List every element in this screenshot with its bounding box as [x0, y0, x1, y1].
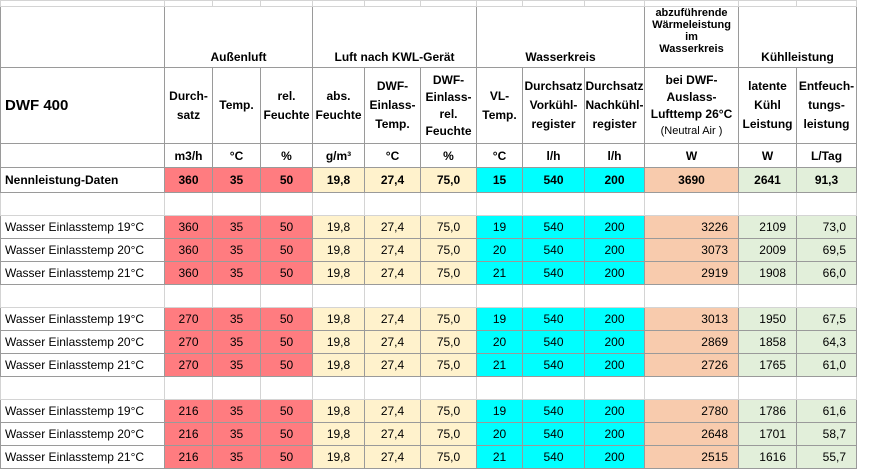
cell-vl-temp[interactable]: 21 — [477, 262, 523, 285]
cell-latente-kuehl[interactable]: 1858 — [739, 331, 797, 354]
cell-durchsatz-nachkuehl[interactable]: 200 — [585, 168, 645, 193]
cell-durchsatz[interactable]: 270 — [165, 331, 213, 354]
cell-vl-temp[interactable]: 21 — [477, 354, 523, 377]
unit-cell[interactable]: W — [645, 144, 739, 168]
cell-dwf-einlass-rel-feuchte[interactable]: 75,0 — [421, 262, 477, 285]
header-line: rel. — [439, 106, 458, 121]
cell-dwf-einlass-temp[interactable]: 27,4 — [365, 168, 421, 193]
cell-dwf-einlass-rel-feuchte[interactable]: 75,0 — [421, 354, 477, 377]
cell-durchsatz-nachkuehl[interactable]: 200 — [585, 400, 645, 423]
table-row — [1, 354, 857, 377]
empty-cell[interactable] — [1, 377, 165, 400]
header-line: Feuchte — [425, 123, 472, 138]
cell-temp[interactable]: 35 — [213, 239, 261, 262]
cell-waermeleistung[interactable]: 2780 — [645, 400, 739, 423]
unit-cell[interactable]: m3/h — [165, 144, 213, 168]
table-row — [1, 400, 857, 423]
cell-durchsatz-nachkuehl[interactable]: 200 — [585, 262, 645, 285]
empty-cell[interactable] — [421, 193, 477, 216]
header-line: DWF- — [376, 79, 409, 93]
row-label[interactable]: Wasser Einlasstemp 21°C — [1, 262, 165, 285]
header-line: latente — [748, 79, 787, 93]
cell-abs-feuchte[interactable]: 19,8 — [313, 331, 365, 354]
col-header-bei-dwf-auslass[interactable] — [645, 68, 739, 144]
header-line: rel. — [277, 88, 296, 103]
cell-temp[interactable]: 35 — [213, 400, 261, 423]
empty-cell[interactable] — [477, 193, 523, 216]
col-header-rel-feuchte[interactable] — [261, 68, 313, 144]
empty-cell[interactable] — [477, 377, 523, 400]
cell-durchsatz-nachkuehl[interactable]: 200 — [585, 423, 645, 446]
empty-cell[interactable] — [797, 193, 857, 216]
cell-dwf-einlass-rel-feuchte[interactable]: 75,0 — [421, 168, 477, 193]
row-label[interactable]: Wasser Einlasstemp 19°C — [1, 400, 165, 423]
cell-waermeleistung[interactable]: 2869 — [645, 331, 739, 354]
cell-abs-feuchte[interactable]: 19,8 — [313, 168, 365, 193]
cell-durchsatz[interactable]: 216 — [165, 446, 213, 469]
cell-waermeleistung[interactable]: 3226 — [645, 216, 739, 239]
cell-latente-kuehl[interactable]: 1950 — [739, 308, 797, 331]
cell-durchsatz[interactable]: 216 — [165, 423, 213, 446]
spacer-row — [1, 377, 857, 400]
group-header-waermeleistung[interactable] — [645, 7, 739, 68]
cell-dwf-einlass-temp[interactable]: 27,4 — [365, 331, 421, 354]
empty-cell[interactable] — [739, 285, 797, 308]
empty-cell[interactable] — [165, 193, 213, 216]
row-label[interactable]: Nennleistung-Daten — [1, 168, 165, 193]
empty-cell[interactable] — [585, 193, 645, 216]
header-line-neutral-air: (Neutral Air ) — [660, 124, 723, 137]
cell-temp[interactable]: 35 — [213, 423, 261, 446]
cell-durchsatz-vorkuehl[interactable]: 540 — [523, 262, 585, 285]
cell-dwf-einlass-temp[interactable]: 27,4 — [365, 354, 421, 377]
unit-cell[interactable]: L/Tag — [797, 144, 857, 168]
cell-rel-feuchte[interactable]: 50 — [261, 168, 313, 193]
cell-dwf-einlass-temp[interactable]: 27,4 — [365, 262, 421, 285]
cell-durchsatz[interactable]: 360 — [165, 262, 213, 285]
unit-cell[interactable]: °C — [213, 144, 261, 168]
cell-waermeleistung[interactable]: 2726 — [645, 354, 739, 377]
cell-vl-temp[interactable]: 19 — [477, 216, 523, 239]
nominal-row — [1, 168, 857, 193]
cell-temp[interactable]: 35 — [213, 331, 261, 354]
unit-cell[interactable]: % — [261, 144, 313, 168]
cell-entfeuchtung[interactable]: 64,3 — [797, 331, 857, 354]
cell-entfeuchtung[interactable]: 73,0 — [797, 216, 857, 239]
unit-cell[interactable]: °C — [365, 144, 421, 168]
cell-entfeuchtung[interactable]: 67,5 — [797, 308, 857, 331]
header-line: Feuchte — [263, 107, 310, 122]
table-row — [1, 239, 857, 262]
cell-abs-feuchte[interactable]: 19,8 — [313, 239, 365, 262]
cell-waermeleistung[interactable]: 2515 — [645, 446, 739, 469]
cell-dwf-einlass-temp[interactable]: 27,4 — [365, 239, 421, 262]
cell-entfeuchtung[interactable]: 91,3 — [797, 168, 857, 193]
group-header-kuehlleistung[interactable]: Kühlleistung — [739, 7, 857, 68]
cell-dwf-einlass-temp[interactable]: 27,4 — [365, 400, 421, 423]
cell-vl-temp[interactable]: 20 — [477, 239, 523, 262]
cell-abs-feuchte[interactable]: 19,8 — [313, 400, 365, 423]
col-header-latente-kuehl[interactable] — [739, 68, 797, 144]
cell-vl-temp[interactable]: 20 — [477, 331, 523, 354]
empty-cell[interactable] — [313, 377, 365, 400]
header-line: tungs- — [808, 98, 845, 112]
col-header-vl-temp[interactable] — [477, 68, 523, 144]
cell-durchsatz-vorkuehl[interactable]: 540 — [523, 308, 585, 331]
empty-cell[interactable] — [165, 377, 213, 400]
cell-temp[interactable]: 35 — [213, 216, 261, 239]
row-label[interactable]: Wasser Einlasstemp 19°C — [1, 308, 165, 331]
empty-cell[interactable] — [313, 193, 365, 216]
table-row — [1, 423, 857, 446]
group-header-luft-kwl[interactable]: Luft nach KWL-Gerät — [313, 7, 477, 68]
cell-vl-temp[interactable]: 19 — [477, 400, 523, 423]
cell-dwf-einlass-rel-feuchte[interactable]: 75,0 — [421, 331, 477, 354]
header-line: satz — [176, 107, 201, 122]
col-header-durchsatz-vorkuehl[interactable] — [523, 68, 585, 144]
empty-cell[interactable] — [421, 285, 477, 308]
cell-rel-feuchte[interactable]: 50 — [261, 354, 313, 377]
cell-temp[interactable]: 35 — [213, 168, 261, 193]
cell-durchsatz[interactable]: 360 — [165, 239, 213, 262]
table-row — [1, 262, 857, 285]
cell-waermeleistung[interactable]: 2919 — [645, 262, 739, 285]
header-line: Einlass- — [369, 98, 416, 112]
empty-cell[interactable] — [645, 193, 739, 216]
corner-cell[interactable] — [1, 7, 165, 68]
empty-cell[interactable] — [313, 285, 365, 308]
header-line: register — [592, 117, 637, 131]
header-line: Feuchte — [315, 107, 362, 122]
cell-dwf-einlass-rel-feuchte[interactable]: 75,0 — [421, 239, 477, 262]
cell-abs-feuchte[interactable]: 19,8 — [313, 262, 365, 285]
cell-rel-feuchte[interactable]: 50 — [261, 308, 313, 331]
cell-abs-feuchte[interactable]: 19,8 — [313, 423, 365, 446]
cell-waermeleistung[interactable]: 3073 — [645, 239, 739, 262]
row-label[interactable]: Wasser Einlasstemp 20°C — [1, 239, 165, 262]
cell-dwf-einlass-rel-feuchte[interactable]: 75,0 — [421, 423, 477, 446]
cell-latente-kuehl[interactable]: 2009 — [739, 239, 797, 262]
empty-cell[interactable] — [1, 285, 165, 308]
cell-durchsatz-nachkuehl[interactable]: 200 — [585, 354, 645, 377]
header-line: Entfeuch- — [798, 79, 855, 93]
cell-durchsatz-vorkuehl[interactable]: 540 — [523, 446, 585, 469]
col-header-dwf-einlass-rel-feuchte[interactable] — [421, 68, 477, 144]
header-line: abzuführende — [655, 7, 728, 19]
table-row — [1, 216, 857, 239]
spacer-row — [1, 285, 857, 308]
cell-rel-feuchte[interactable]: 50 — [261, 446, 313, 469]
empty-cell[interactable] — [477, 285, 523, 308]
row-label[interactable]: Wasser Einlasstemp 20°C — [1, 423, 165, 446]
cell-durchsatz-nachkuehl[interactable]: 200 — [585, 308, 645, 331]
header-line: register — [531, 117, 576, 131]
cell-durchsatz[interactable]: 270 — [165, 354, 213, 377]
empty-cell[interactable] — [739, 193, 797, 216]
unit-cell[interactable]: l/h — [523, 144, 585, 168]
cell-rel-feuchte[interactable]: 50 — [261, 400, 313, 423]
cell-rel-feuchte[interactable]: 50 — [261, 423, 313, 446]
header-line: Vorkühl- — [529, 98, 578, 112]
header-line: Leistung — [742, 117, 793, 131]
empty-cell[interactable] — [797, 377, 857, 400]
col-header-durchsatz[interactable] — [165, 68, 213, 144]
header-line: DWF- — [432, 72, 465, 87]
col-header-abs-feuchte[interactable] — [313, 68, 365, 144]
header-line: bei DWF- — [665, 72, 718, 87]
col-header-dwf-einlass-temp[interactable] — [365, 68, 421, 144]
cell-latente-kuehl[interactable]: 1908 — [739, 262, 797, 285]
unit-cell[interactable]: g/m³ — [313, 144, 365, 168]
header-line: VL- — [489, 88, 510, 103]
cell-dwf-einlass-temp[interactable]: 27,4 — [365, 446, 421, 469]
group-header-aussenluft[interactable]: Außenluft — [165, 7, 313, 68]
cell-latente-kuehl[interactable]: 2641 — [739, 168, 797, 193]
spacer-row — [1, 193, 857, 216]
empty-cell[interactable] — [365, 193, 421, 216]
cell-durchsatz[interactable]: 360 — [165, 216, 213, 239]
cell-entfeuchtung[interactable]: 61,0 — [797, 354, 857, 377]
header-line: Kühl — [754, 98, 781, 112]
cell-durchsatz-vorkuehl[interactable]: 540 — [523, 216, 585, 239]
header-line: leistung — [803, 117, 850, 131]
cell-vl-temp[interactable]: 15 — [477, 168, 523, 193]
empty-cell[interactable] — [213, 285, 261, 308]
table-row — [1, 308, 857, 331]
empty-cell[interactable] — [261, 193, 313, 216]
cell-durchsatz-vorkuehl[interactable]: 540 — [523, 331, 585, 354]
header-line: Wasserkreis — [659, 43, 724, 55]
empty-cell[interactable] — [739, 377, 797, 400]
empty-cell[interactable] — [585, 285, 645, 308]
header-line: im — [685, 31, 698, 43]
cell-entfeuchtung[interactable]: 69,5 — [797, 239, 857, 262]
cell-dwf-einlass-rel-feuchte[interactable]: 75,0 — [421, 308, 477, 331]
cell-abs-feuchte[interactable]: 19,8 — [313, 446, 365, 469]
cell-dwf-einlass-rel-feuchte[interactable]: 75,0 — [421, 216, 477, 239]
cell-rel-feuchte[interactable]: 50 — [261, 239, 313, 262]
empty-cell[interactable] — [523, 285, 585, 308]
cell-temp[interactable]: 35 — [213, 262, 261, 285]
cell-durchsatz-vorkuehl[interactable]: 540 — [523, 239, 585, 262]
empty-cell[interactable] — [261, 285, 313, 308]
cell-abs-feuchte[interactable]: 19,8 — [313, 354, 365, 377]
cell-dwf-einlass-temp[interactable]: 27,4 — [365, 216, 421, 239]
cell-latente-kuehl[interactable]: 1786 — [739, 400, 797, 423]
cell-vl-temp[interactable]: 19 — [477, 308, 523, 331]
cell-dwf-einlass-rel-feuchte[interactable]: 75,0 — [421, 400, 477, 423]
table-row — [1, 331, 857, 354]
cell-temp[interactable]: 35 — [213, 308, 261, 331]
empty-cell[interactable] — [365, 285, 421, 308]
cell-dwf-einlass-temp[interactable]: 27,4 — [365, 308, 421, 331]
cell-dwf-einlass-rel-feuchte[interactable]: 75,0 — [421, 446, 477, 469]
unit-cell[interactable]: l/h — [585, 144, 645, 168]
header-line: Lufttemp 26°C — [650, 106, 733, 121]
header-line: Temp. — [482, 107, 517, 122]
model-title[interactable]: DWF 400 — [1, 68, 165, 144]
header-line: Durchsatz — [585, 79, 644, 93]
empty-cell[interactable] — [261, 377, 313, 400]
unit-cell[interactable]: W — [739, 144, 797, 168]
cell-dwf-einlass-temp[interactable]: 27,4 — [365, 423, 421, 446]
cell-latente-kuehl[interactable]: 1616 — [739, 446, 797, 469]
cell-durchsatz-vorkuehl[interactable]: 540 — [523, 400, 585, 423]
cell-durchsatz-nachkuehl[interactable]: 200 — [585, 331, 645, 354]
group-header-wasserkreis[interactable]: Wasserkreis — [477, 7, 645, 68]
cell-vl-temp[interactable]: 20 — [477, 423, 523, 446]
cell-waermeleistung[interactable]: 3013 — [645, 308, 739, 331]
cell-durchsatz-nachkuehl[interactable]: 200 — [585, 239, 645, 262]
header-line: Einlass- — [425, 89, 472, 104]
cell-abs-feuchte[interactable]: 19,8 — [313, 308, 365, 331]
header-line: Nachkühl- — [585, 98, 644, 112]
header-line: Durch- — [169, 88, 208, 103]
header-line: Wärmeleistung — [652, 19, 731, 31]
row-label[interactable]: Wasser Einlasstemp 20°C — [1, 331, 165, 354]
cell-temp[interactable]: 35 — [213, 354, 261, 377]
col-header-durchsatz-nachkuehl[interactable] — [585, 68, 645, 144]
cell-durchsatz-vorkuehl[interactable]: 540 — [523, 354, 585, 377]
col-header-temp[interactable]: Temp. — [213, 68, 261, 144]
cell-entfeuchtung[interactable]: 66,0 — [797, 262, 857, 285]
cell-durchsatz-vorkuehl[interactable]: 540 — [523, 168, 585, 193]
cell-latente-kuehl[interactable]: 1701 — [739, 423, 797, 446]
empty-cell[interactable] — [523, 377, 585, 400]
row-label[interactable]: Wasser Einlasstemp 21°C — [1, 354, 165, 377]
unit-cell[interactable]: °C — [477, 144, 523, 168]
empty-cell[interactable] — [645, 285, 739, 308]
cell-waermeleistung[interactable]: 2648 — [645, 423, 739, 446]
cell-waermeleistung[interactable]: 3690 — [645, 168, 739, 193]
cell-latente-kuehl[interactable]: 2109 — [739, 216, 797, 239]
header-line: Temp. — [375, 117, 410, 131]
cell-vl-temp[interactable]: 21 — [477, 446, 523, 469]
cell-entfeuchtung[interactable]: 55,7 — [797, 446, 857, 469]
cell-durchsatz-nachkuehl[interactable]: 200 — [585, 216, 645, 239]
empty-cell[interactable] — [213, 377, 261, 400]
cell-durchsatz[interactable]: 360 — [165, 168, 213, 193]
empty-cell[interactable] — [585, 377, 645, 400]
empty-cell[interactable] — [165, 285, 213, 308]
header-line: Auslass- — [666, 89, 717, 104]
empty-cell[interactable] — [1, 193, 165, 216]
table-row — [1, 446, 857, 469]
empty-cell[interactable] — [797, 285, 857, 308]
empty-cell[interactable] — [645, 377, 739, 400]
cell-durchsatz[interactable]: 270 — [165, 308, 213, 331]
cell-abs-feuchte[interactable]: 19,8 — [313, 216, 365, 239]
cell-entfeuchtung[interactable]: 61,6 — [797, 400, 857, 423]
cell-durchsatz-vorkuehl[interactable]: 540 — [523, 423, 585, 446]
header-line: Durchsatz — [524, 79, 583, 93]
cell-latente-kuehl[interactable]: 1765 — [739, 354, 797, 377]
cell-rel-feuchte[interactable]: 50 — [261, 216, 313, 239]
unit-cell[interactable]: % — [421, 144, 477, 168]
header-line: abs. — [326, 88, 351, 103]
cell-entfeuchtung[interactable]: 58,7 — [797, 423, 857, 446]
empty-cell[interactable] — [365, 377, 421, 400]
row-label[interactable]: Wasser Einlasstemp 21°C — [1, 446, 165, 469]
cell-durchsatz-nachkuehl[interactable]: 200 — [585, 446, 645, 469]
empty-cell[interactable] — [421, 377, 477, 400]
empty-cell[interactable] — [213, 193, 261, 216]
cell-durchsatz[interactable]: 216 — [165, 400, 213, 423]
empty-cell[interactable] — [523, 193, 585, 216]
cell-rel-feuchte[interactable]: 50 — [261, 262, 313, 285]
col-header-entfeuchtung[interactable] — [797, 68, 857, 144]
row-label[interactable]: Wasser Einlasstemp 19°C — [1, 216, 165, 239]
cell-rel-feuchte[interactable]: 50 — [261, 331, 313, 354]
empty-cell[interactable] — [1, 144, 165, 168]
cell-temp[interactable]: 35 — [213, 446, 261, 469]
